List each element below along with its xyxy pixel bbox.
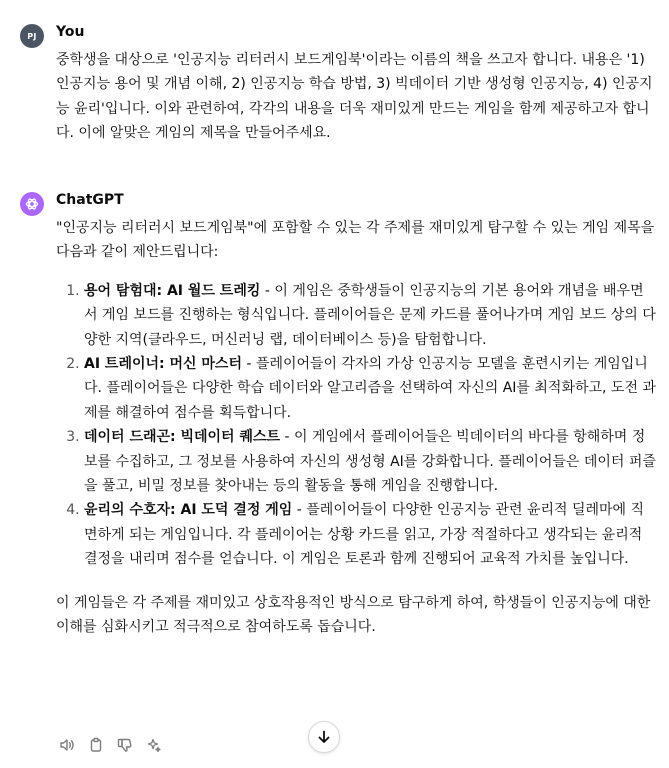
list-item-title: 데이터 드래곤: 빅데이터 퀘스트 bbox=[84, 429, 281, 446]
list-item-title: 윤리의 수호자: AI 도덕 결정 게임 bbox=[84, 502, 293, 519]
assistant-avatar bbox=[20, 192, 44, 216]
sparkle-icon bbox=[146, 737, 162, 753]
user-avatar[interactable] bbox=[20, 24, 44, 48]
list-item-title: AI 트레이너: 머신 마스터 bbox=[84, 356, 242, 373]
user-author-name: You bbox=[56, 24, 85, 40]
openai-logo-icon bbox=[24, 196, 40, 212]
game-title-list bbox=[56, 279, 657, 572]
list-item-text: - 이 게임에서 플레이어들은 빅데이터의 바다를 항해하며 정보를 수집하고, 그 정보를 사용하여 자신의 생성형 AI를 강화합니다. 플레이어들은 데이터 퍼즐을 풀고, 비밀 정보를 찾아내는 등의 활동을 통해 게임을 진행합니다. bbox=[84, 429, 656, 495]
list-item-text: - 플레이어들이 각자의 가상 인공지능 모델을 훈련시키는 게임입니다. 플레이어들은 다양한 학습 데이터와 알고리즘을 선택하여 자신의 AI를 최적화하고, 도전 과제를 해결하여 점수를 획득합니다. bbox=[84, 356, 656, 421]
list-item-text: - 플레이어들이 다양한 인공지능 관련 윤리적 딜레마에 직면하게 되는 게임입니다. 각 플레이어는 상황 카드를 읽고, 가장 적절하다고 생각되는 윤리적 결정을 내리며 점수를 얻습니다. 이 게임은 토론과 함께 진행되어 교육적 가치를 높입니다. bbox=[84, 502, 645, 568]
scroll-to-bottom-button[interactable] bbox=[308, 721, 340, 753]
message-actions bbox=[57, 735, 164, 755]
assistant-intro: "인공지능 리터러시 보드게임북"에 포함할 수 있는 각 주제를 재미있게 탐구할 수 있는 게임 제목을 다음과 같이 제안드립니다: bbox=[56, 220, 655, 261]
assistant-outro: 이 게임들은 각 주제를 재미있고 상호작용적인 방식으로 탐구하게 하여, 학생들이 인공지능에 대한 이해를 심화시키고 적극적으로 참여하도록 돕습니다. bbox=[56, 594, 651, 636]
assistant-author-name: ChatGPT bbox=[56, 192, 124, 208]
list-item bbox=[84, 498, 657, 571]
read-aloud-button[interactable] bbox=[57, 735, 77, 755]
clipboard-icon bbox=[88, 737, 104, 753]
regenerate-button[interactable] bbox=[144, 735, 164, 755]
thumbs-down-icon bbox=[117, 737, 133, 753]
copy-button[interactable] bbox=[86, 735, 106, 755]
user-avatar-initials: PJ bbox=[27, 31, 37, 41]
assistant-message-content bbox=[56, 216, 657, 640]
thumbs-down-button[interactable] bbox=[115, 735, 135, 755]
list-item-text: - 이 게임은 중학생들이 인공지능의 기본 용어와 개념을 배우면서 게임 보드를 진행하는 형식입니다. 플레이어들은 문제 카드를 풀어나가며 게임 보드 상의 다양한 지역(클라우드, 머신러닝 랩, 데이터베이스 등)을 탐험합니다. bbox=[84, 282, 656, 348]
list-item bbox=[84, 279, 657, 352]
list-item-title: 용어 탐험대: AI 월드 트레킹 bbox=[84, 282, 261, 299]
list-item bbox=[84, 352, 657, 425]
user-message-content bbox=[56, 48, 657, 146]
user-message-text: 중학생을 대상으로 '인공지능 리터러시 보드게임북'이라는 이름의 책을 쓰고자 합니다. 내용은 '1) 인공지능 용어 및 개념 이해, 2) 인공지능 학습 방법, 3) 빅데이터 기반 생성형 인공지능, 4) 인공지능 윤리'입니다. 이와 관련하여, 각각의 내용을 더욱 재미있게 만드는 게임을 함께 제공하고자 합니다. 이에 알맞은 게임의 제목을 만들어주세요. bbox=[56, 52, 653, 142]
list-item bbox=[84, 425, 657, 498]
speaker-icon bbox=[59, 737, 75, 753]
arrow-down-icon bbox=[316, 729, 332, 745]
